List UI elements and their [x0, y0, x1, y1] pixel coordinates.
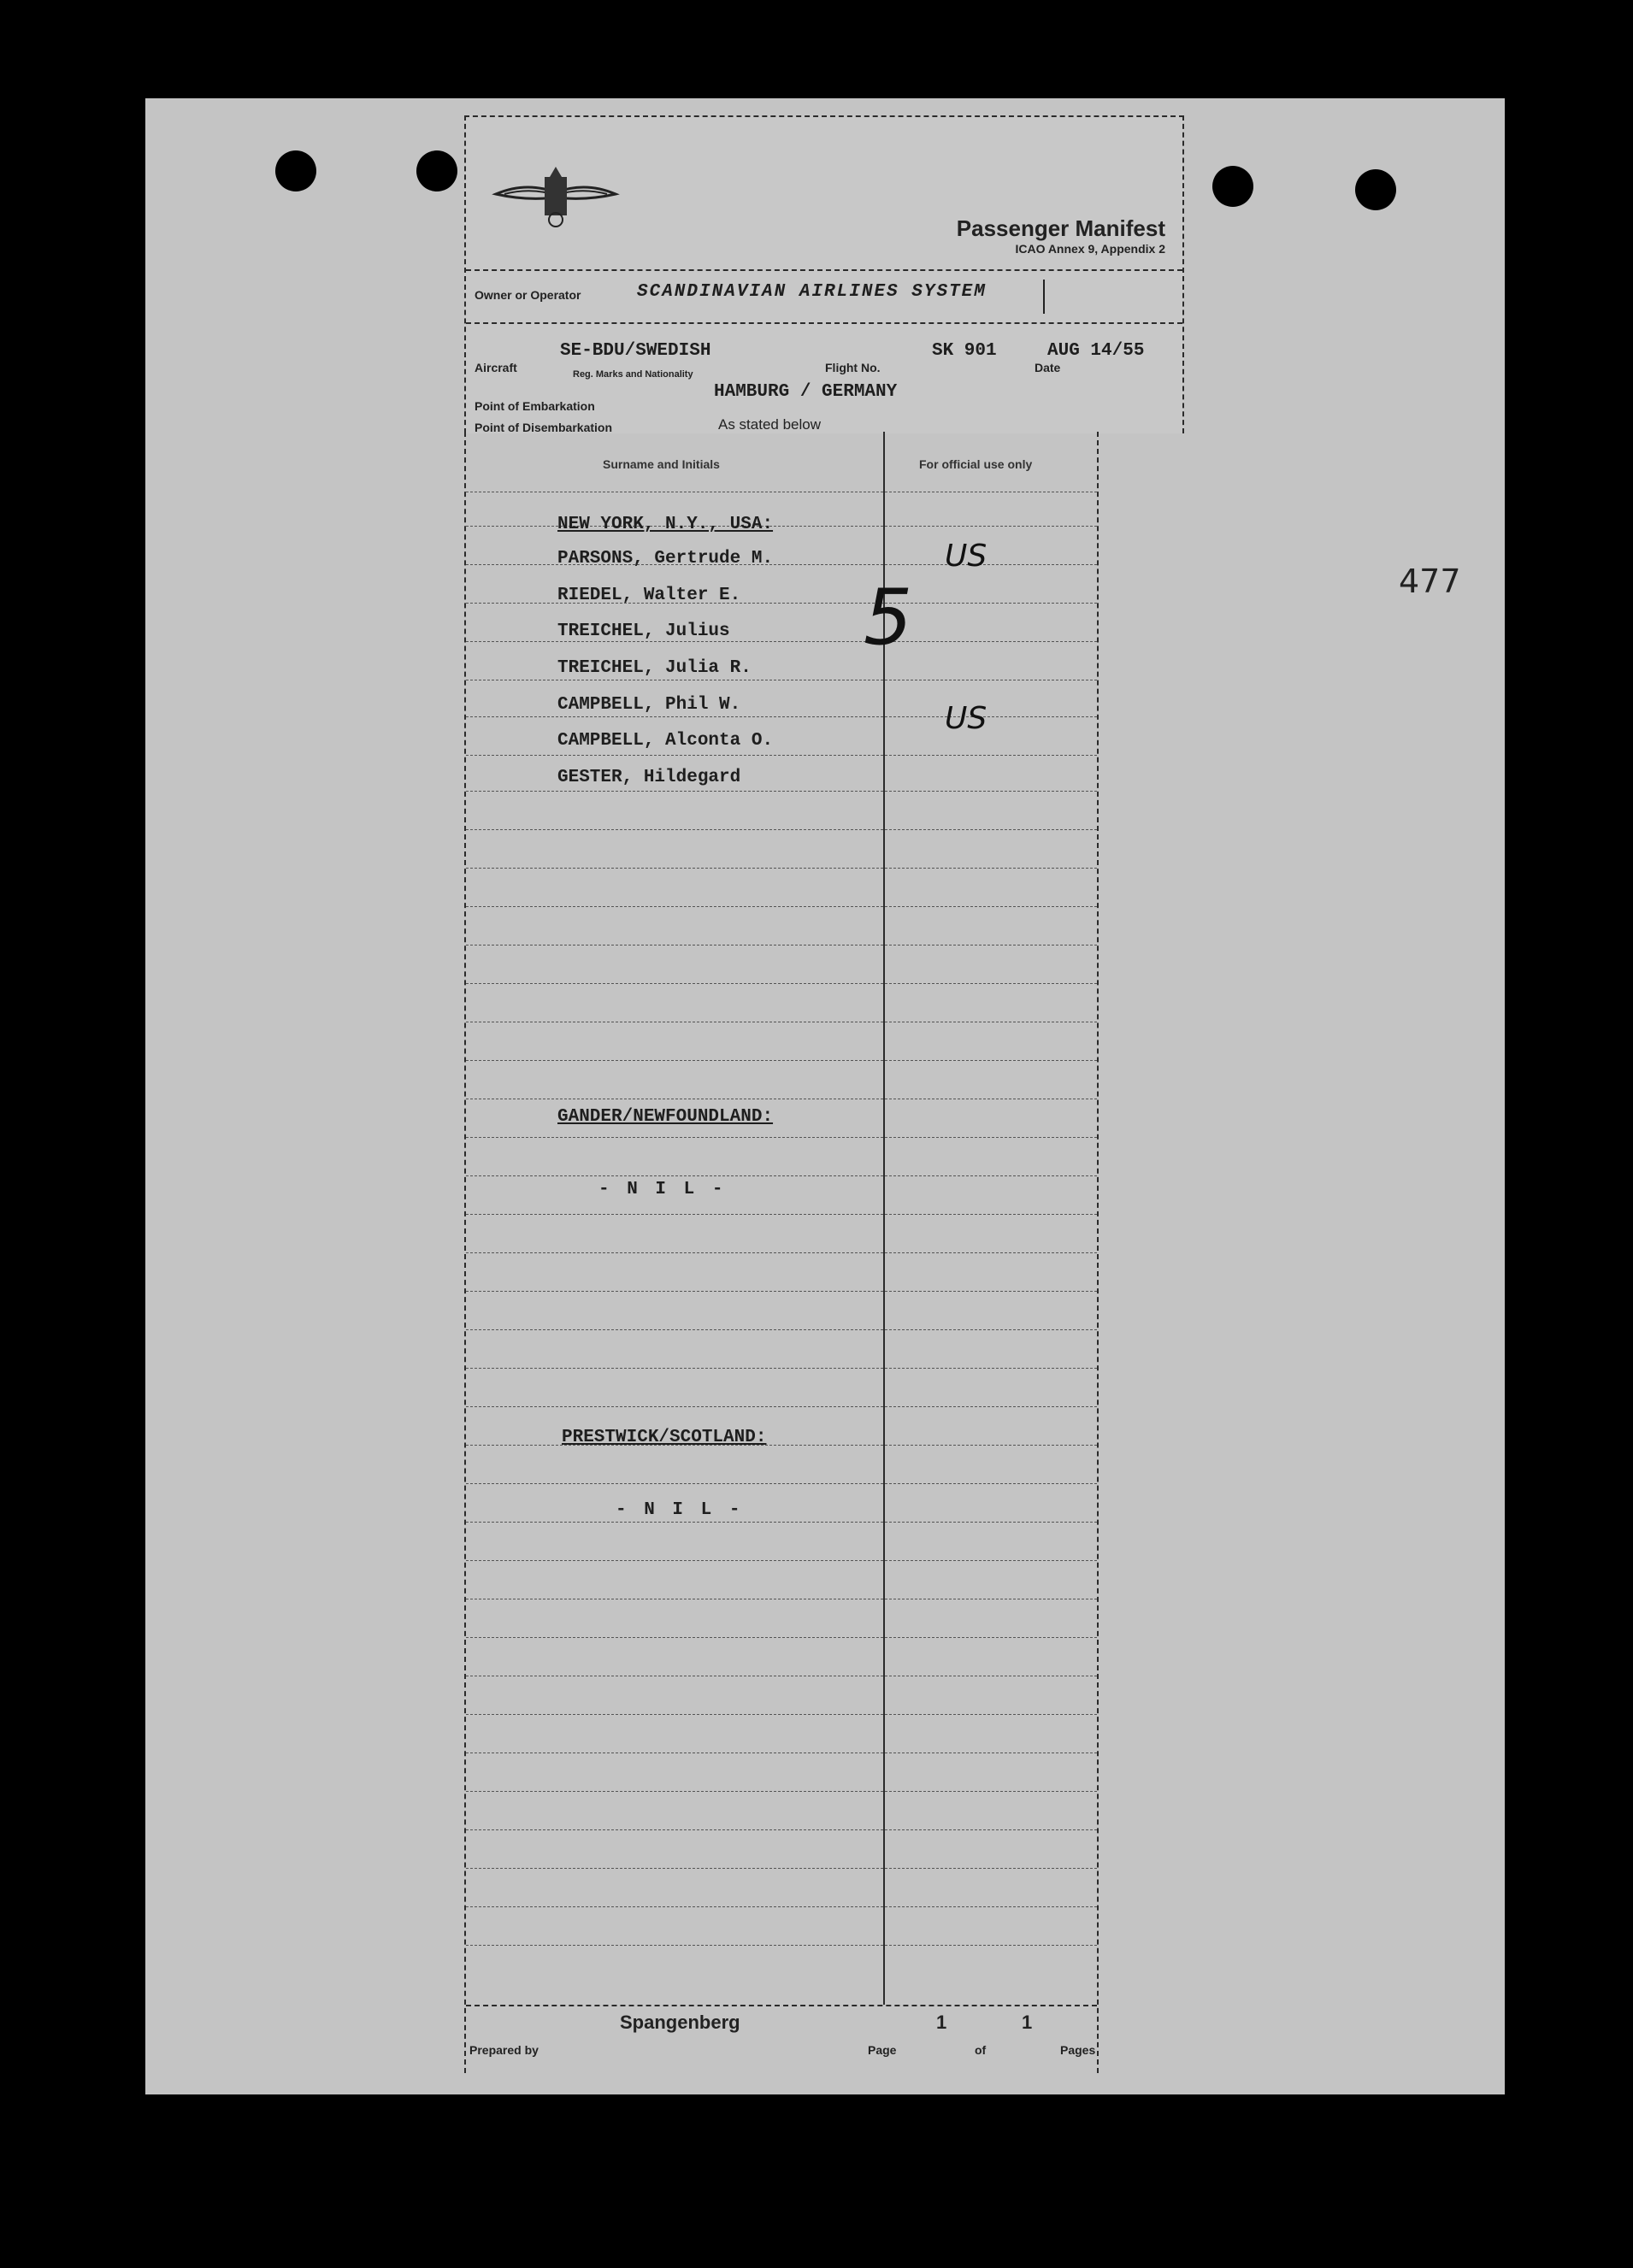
- prepared-by-value: Spangenberg: [620, 2012, 740, 2033]
- flight-value: SK 901: [932, 341, 997, 361]
- of-label: of: [975, 2043, 987, 2057]
- page-label: Page: [868, 2043, 897, 2057]
- pages-label: Pages: [1060, 2043, 1096, 2057]
- passenger-row: PARSONS, Gertrude M.: [557, 549, 774, 568]
- owner-value: SCANDINAVIAN AIRLINES SYSTEM: [637, 282, 987, 302]
- manifest-body: [464, 432, 1099, 2073]
- margin-page-number: 477: [1399, 563, 1461, 600]
- column-header-name: Surname and Initials: [603, 457, 720, 471]
- prestwick-nil: - N I L -: [616, 1500, 744, 1520]
- punch-hole: [1355, 169, 1396, 210]
- passenger-row: CAMPBELL, Phil W.: [557, 695, 741, 715]
- flight-label: Flight No.: [825, 361, 881, 374]
- manifest-title-text: Passenger Manifest: [956, 215, 1165, 241]
- prepared-by-label: Prepared by: [469, 2043, 539, 2057]
- punch-hole: [275, 150, 316, 191]
- punch-hole: [1212, 166, 1253, 207]
- embarkation-label: Point of Embarkation: [475, 399, 595, 413]
- passenger-row: TREICHEL, Julius: [557, 621, 730, 641]
- section-gander: GANDER/NEWFOUNDLAND:: [557, 1107, 774, 1127]
- aircraft-value: SE-BDU/SWEDISH: [560, 341, 711, 361]
- reg-marks-label: Reg. Marks and Nationality: [573, 369, 693, 380]
- passenger-row: GESTER, Hildegard: [557, 768, 741, 787]
- column-header-official: For official use only: [919, 457, 1033, 471]
- date-label: Date: [1035, 361, 1061, 374]
- punch-hole: [416, 150, 457, 191]
- manifest-header: [464, 115, 1184, 433]
- section-prestwick: PRESTWICK/SCOTLAND:: [562, 1428, 767, 1447]
- embarkation-value: HAMBURG / GERMANY: [714, 382, 898, 402]
- gander-nil: - N I L -: [598, 1180, 727, 1199]
- passenger-row: TREICHEL, Julia R.: [557, 658, 752, 678]
- disembarkation-label: Point of Disembarkation: [475, 421, 613, 434]
- disembarkation-value: As stated below: [718, 416, 822, 433]
- manifest-form: [464, 115, 1181, 2073]
- handwritten-us: US: [945, 701, 987, 736]
- date-value: AUG 14/55: [1047, 341, 1145, 361]
- manifest-subtitle: ICAO Annex 9, Appendix 2: [1015, 242, 1165, 256]
- page-number-value: 1: [936, 2012, 947, 2033]
- manifest-title: [957, 215, 1165, 256]
- owner-label: Owner or Operator: [475, 288, 581, 302]
- aircraft-label: Aircraft: [475, 361, 517, 374]
- passenger-row: RIEDEL, Walter E.: [557, 586, 741, 605]
- section-new-york: NEW YORK, N.Y., USA:: [557, 515, 774, 534]
- handwritten-us: US: [945, 539, 987, 574]
- airline-logo-icon: [492, 160, 620, 228]
- page-total-value: 1: [1022, 2012, 1033, 2033]
- passenger-row: CAMPBELL, Alconta O.: [557, 731, 774, 751]
- handwritten-five: 5: [864, 573, 913, 663]
